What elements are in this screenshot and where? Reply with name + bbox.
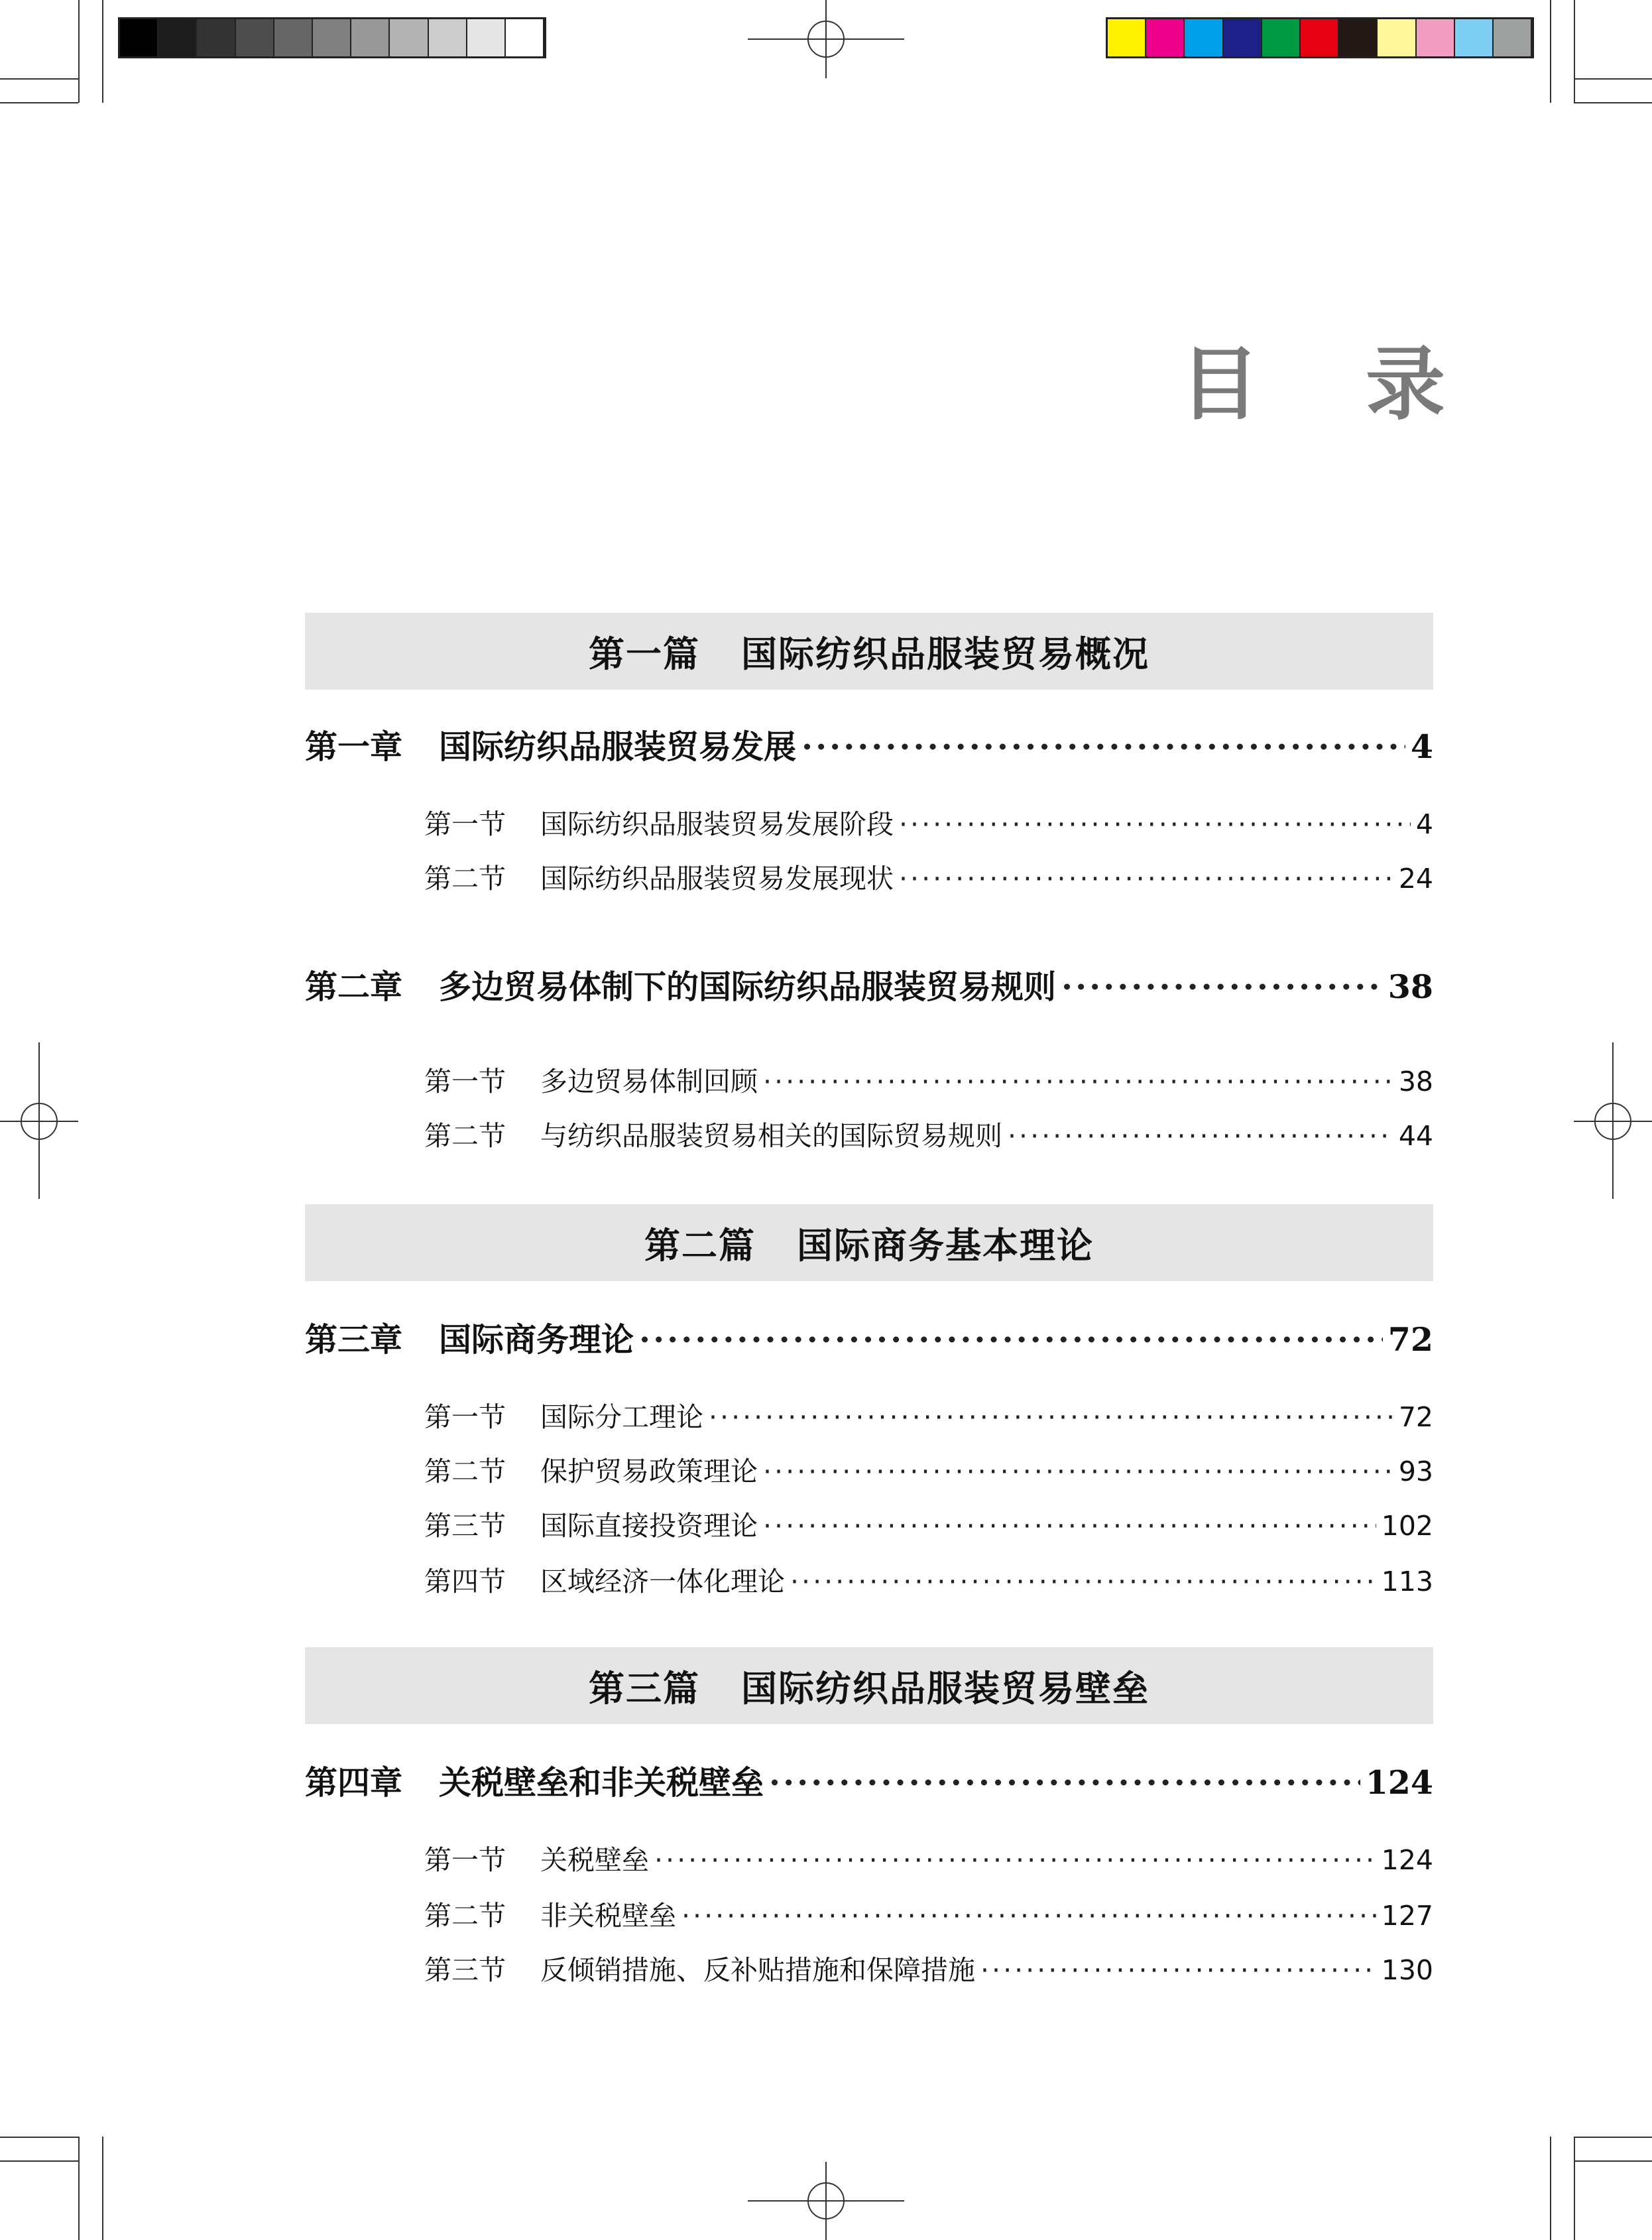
section-number: 第一节 xyxy=(424,808,506,840)
section-title: 非关税壁垒 xyxy=(540,1900,676,1932)
dot-leader xyxy=(801,727,1405,766)
section-title: 保护贸易政策理论 xyxy=(540,1456,758,1487)
chapter-number: 第三章 xyxy=(305,1320,403,1359)
toc-section[interactable] xyxy=(424,857,1433,896)
page-number: 93 xyxy=(1398,1456,1433,1487)
section-number: 第一节 xyxy=(424,1066,506,1097)
color-bar xyxy=(1106,17,1534,58)
section-number: 第二节 xyxy=(424,1900,506,1932)
part-banner xyxy=(305,1204,1433,1281)
toc-chapter[interactable] xyxy=(305,962,1433,1008)
chapter-title: 多边贸易体制下的国际纺织品服装贸易规则 xyxy=(439,967,1057,1006)
color-swatch xyxy=(1417,19,1455,56)
toc-section[interactable] xyxy=(424,1450,1433,1489)
page-number: 113 xyxy=(1381,1566,1433,1597)
crop-mark xyxy=(1574,102,1652,103)
dot-leader xyxy=(654,1844,1376,1876)
part-title: 国际商务基本理论 xyxy=(797,1224,1094,1267)
page-number: 124 xyxy=(1365,1763,1433,1802)
section-number: 第三节 xyxy=(424,1510,506,1542)
section-title: 多边贸易体制回顾 xyxy=(540,1066,758,1097)
dot-leader xyxy=(1008,1120,1393,1152)
chapter-number: 第二章 xyxy=(305,967,403,1006)
crop-mark xyxy=(1574,0,1575,103)
color-swatch xyxy=(1378,19,1416,56)
section-number: 第二节 xyxy=(424,1456,506,1487)
section-title: 国际分工理论 xyxy=(540,1401,703,1433)
section-title: 国际纺织品服装贸易发展阶段 xyxy=(540,808,894,840)
color-swatch xyxy=(1185,19,1223,56)
crop-mark xyxy=(1574,78,1652,80)
color-swatch xyxy=(1262,19,1301,56)
part-banner xyxy=(305,613,1433,690)
page-number: 24 xyxy=(1398,863,1433,895)
toc-section[interactable] xyxy=(424,1060,1433,1099)
dot-leader xyxy=(790,1566,1376,1597)
part-banner xyxy=(305,1647,1433,1724)
part-title: 国际纺织品服装贸易壁垒 xyxy=(741,1667,1150,1710)
toc-section[interactable] xyxy=(424,1948,1433,1987)
color-swatch xyxy=(1146,19,1185,56)
page-number: 72 xyxy=(1398,1401,1433,1433)
color-swatch xyxy=(236,19,274,56)
chapter-title: 国际商务理论 xyxy=(439,1320,634,1359)
color-swatch xyxy=(1224,19,1262,56)
toc-section[interactable] xyxy=(424,1395,1433,1434)
section-number: 第一节 xyxy=(424,1844,506,1876)
part-number: 第一篇 xyxy=(589,633,700,675)
crop-mark xyxy=(1574,2137,1575,2240)
dot-leader xyxy=(980,1954,1376,1986)
color-swatch xyxy=(351,19,390,56)
crop-mark xyxy=(1550,0,1551,103)
toc-section[interactable] xyxy=(424,802,1433,841)
dot-leader xyxy=(899,863,1393,895)
chapter-title: 关税壁垒和非关税壁垒 xyxy=(439,1763,764,1802)
page-number: 130 xyxy=(1381,1954,1433,1986)
page-number: 124 xyxy=(1381,1844,1433,1876)
crop-mark xyxy=(102,0,103,103)
color-swatch xyxy=(506,19,544,56)
part-number: 第二篇 xyxy=(644,1224,756,1267)
section-title: 区域经济一体化理论 xyxy=(540,1566,785,1597)
page-number: 102 xyxy=(1381,1510,1433,1542)
crop-mark xyxy=(0,102,78,103)
color-swatch xyxy=(158,19,197,56)
color-swatch xyxy=(1494,19,1532,56)
dot-leader xyxy=(763,1066,1393,1097)
chapter-number: 第一章 xyxy=(305,727,403,766)
grayscale-bar xyxy=(118,17,546,58)
dot-leader xyxy=(709,1401,1393,1433)
crop-mark xyxy=(0,2137,78,2138)
dot-leader xyxy=(899,808,1411,840)
title-char: 录 xyxy=(1366,339,1445,431)
part-number: 第三篇 xyxy=(589,1667,700,1710)
color-swatch xyxy=(390,19,428,56)
crop-mark xyxy=(78,2137,80,2240)
color-swatch xyxy=(1108,19,1146,56)
toc-section[interactable] xyxy=(424,1114,1433,1153)
dot-leader xyxy=(639,1320,1383,1359)
page-number: 72 xyxy=(1387,1320,1433,1359)
color-swatch xyxy=(313,19,351,56)
toc-section[interactable] xyxy=(424,1838,1433,1877)
toc-section[interactable] xyxy=(424,1504,1433,1543)
page-number: 127 xyxy=(1381,1900,1433,1932)
toc-chapter[interactable] xyxy=(305,721,1433,768)
color-swatch xyxy=(120,19,158,56)
dot-leader xyxy=(681,1900,1376,1932)
dot-leader xyxy=(763,1510,1376,1542)
dot-leader xyxy=(763,1456,1393,1487)
section-number: 第二节 xyxy=(424,1120,506,1152)
toc-section[interactable] xyxy=(424,1894,1433,1933)
page-title xyxy=(1180,332,1445,431)
crop-mark xyxy=(1550,2137,1551,2240)
section-number: 第二节 xyxy=(424,863,506,895)
color-swatch xyxy=(429,19,467,56)
section-title: 关税壁垒 xyxy=(540,1844,649,1876)
color-swatch xyxy=(274,19,313,56)
toc-section[interactable] xyxy=(424,1560,1433,1599)
crop-mark xyxy=(78,0,80,103)
toc-chapter[interactable] xyxy=(305,1314,1433,1361)
color-swatch xyxy=(1301,19,1339,56)
dot-leader xyxy=(769,1763,1360,1802)
page-number: 4 xyxy=(1415,808,1433,840)
section-number: 第三节 xyxy=(424,1954,506,1986)
crop-mark xyxy=(1574,2137,1652,2138)
crop-mark xyxy=(0,78,78,80)
crop-mark xyxy=(0,2160,78,2162)
color-swatch xyxy=(1455,19,1494,56)
color-swatch xyxy=(1339,19,1378,56)
section-title: 与纺织品服装贸易相关的国际贸易规则 xyxy=(540,1120,1002,1152)
section-number: 第一节 xyxy=(424,1401,506,1433)
title-char: 目 xyxy=(1180,339,1260,431)
section-title: 反倾销措施、反补贴措施和保障措施 xyxy=(540,1954,975,1986)
part-title: 国际纺织品服装贸易概况 xyxy=(741,633,1150,675)
page-number: 38 xyxy=(1387,967,1433,1006)
color-swatch xyxy=(197,19,235,56)
color-swatch xyxy=(467,19,506,56)
chapter-title: 国际纺织品服装贸易发展 xyxy=(439,727,797,766)
crop-mark xyxy=(1574,2160,1652,2162)
section-number: 第四节 xyxy=(424,1566,506,1597)
page-number: 4 xyxy=(1410,727,1433,766)
section-title: 国际直接投资理论 xyxy=(540,1510,758,1542)
dot-leader xyxy=(1061,967,1383,1006)
page-number: 44 xyxy=(1398,1120,1433,1152)
section-title: 国际纺织品服装贸易发展现状 xyxy=(540,863,894,895)
toc-chapter[interactable] xyxy=(305,1757,1433,1804)
crop-mark xyxy=(102,2137,103,2240)
chapter-number: 第四章 xyxy=(305,1763,403,1802)
page-number: 38 xyxy=(1398,1066,1433,1097)
